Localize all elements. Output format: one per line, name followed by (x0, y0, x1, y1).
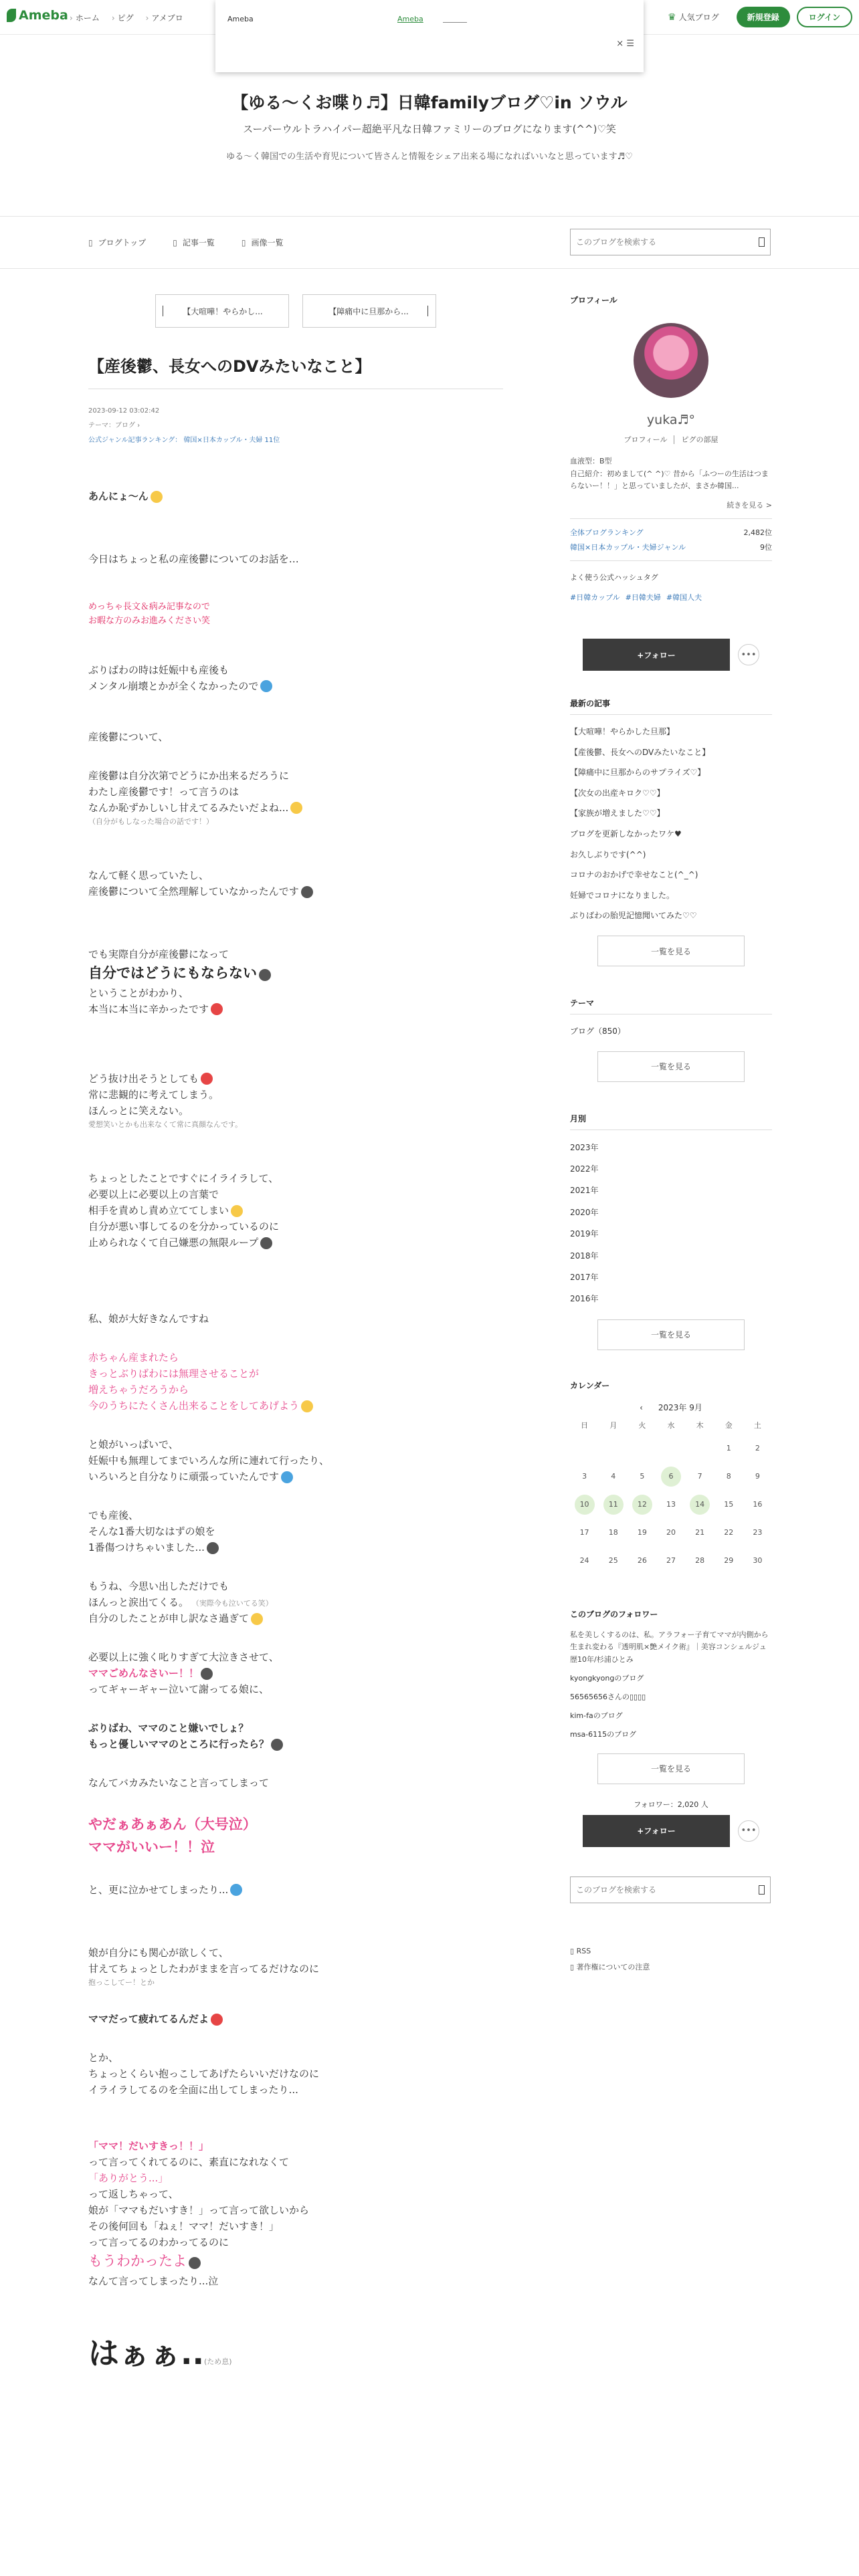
big-pink-line: もうわかったよ (88, 2253, 187, 2270)
calendar-day: 17 (579, 1527, 589, 1537)
blog-description: ゆる〜く韓国での生活や育児について皆さんと情報をシェア出来る場になればいいなと思っています♬♡ (226, 152, 633, 162)
blog-nav-links (88, 237, 284, 248)
para-line: と娘がいっぱいで、 (88, 1438, 179, 1451)
para-line: 私、娘が大好きなんですね (88, 1313, 209, 1325)
para-note: （実際今も泣いてる笑） (191, 1599, 273, 1608)
profile-links (570, 434, 772, 445)
ranking-label: 公式ジャンル記事ランキング： (88, 437, 182, 444)
genre-ranking-link[interactable]: 韓国×日本カップル・夫婦ジャンル (570, 543, 686, 552)
popular-label: 人気ブログ (678, 13, 719, 22)
para-line: いろいろと自分なりに頑張っていたんです (88, 1471, 280, 1483)
recent-entry-link[interactable]: 妊婦でコロナになりました。 (570, 890, 675, 900)
followers-list (570, 1669, 772, 1744)
ad-close-button[interactable] (616, 39, 634, 49)
recent-entry-link[interactable]: ぶりばわの胎児記憶聞いてみた♡♡ (570, 911, 697, 921)
hashtag-heading: よく使う公式ハッシュタグ (570, 573, 658, 582)
ad-popup (215, 0, 644, 72)
ameba-logo[interactable] (7, 8, 68, 23)
hashtag-link[interactable]: #日韓カップル (570, 593, 620, 603)
recent-list (570, 722, 772, 926)
blog-subtitle: スーパーウルトラハイパー超絶平凡な日韓ファミリーのブログになります(^^)♡笑 (243, 123, 616, 135)
para-line: わたし産後鬱です！って言うのは (88, 785, 240, 798)
calendar-day: 28 (695, 1555, 705, 1565)
profile-name[interactable]: yuka♬° (646, 413, 696, 427)
para-line: 必要以上に強く叱りすぎて大泣きさせて、 (88, 1651, 279, 1664)
calendar-day: 13 (666, 1499, 676, 1509)
para-line: 必要以上に必要以上の言葉で (88, 1188, 219, 1201)
follower-link[interactable]: 56565656さんの▯▯▯▯ (570, 1692, 646, 1701)
calendar-day: 8 (726, 1471, 731, 1481)
para-line: と、更に泣かせてしまったり... (88, 1883, 229, 1896)
exclaim-emoji-icon (301, 1400, 313, 1412)
greeting: あんにょ〜ん (88, 490, 149, 502)
para-line: なんか恥ずかしいし甘えてるみたいだよね... (88, 801, 289, 814)
followers-description: 私を美しくするのは、私。アラフォー子育てママが内側から生まれ変わる『透明肌×艶メイク術』｜美容コンシェルジュ歴10年/杉浦ひとみ (570, 1630, 769, 1665)
calendar-day: 18 (608, 1527, 618, 1537)
nav-pig[interactable]: › ピグ (112, 12, 134, 23)
warning-line-2: お暇な方のみお進みください笑 (88, 615, 211, 626)
year-list (570, 1137, 772, 1310)
avatar[interactable] (634, 323, 708, 398)
calendar-day: 7 (697, 1471, 702, 1481)
month-heading: 月別 (570, 1113, 772, 1130)
more-icon[interactable]: ••• (738, 1820, 759, 1842)
para-line: 止められなくて自己嫌悪の無限ループ (88, 1237, 259, 1249)
weekday: 金 (725, 1420, 733, 1430)
pink-line: 赤ちゃん産まれたら (88, 1352, 179, 1364)
nav-blog-top[interactable]: ▯ ブログトップ (88, 237, 146, 248)
account-area (668, 7, 852, 27)
para-line: イライラしてるのを全面に出してしまったり... (88, 2084, 298, 2097)
calendar-day: 27 (666, 1555, 676, 1565)
prev-icon (163, 306, 164, 316)
wave-emoji-icon (281, 1471, 293, 1483)
para-line: 1番傷つけちゃいました... (88, 1541, 205, 1554)
para-line: でも実際自分が産後鬱になって (88, 948, 229, 961)
search-icon[interactable] (759, 237, 765, 247)
rss-icon: ▯ (570, 1946, 577, 1955)
calendar-day: 20 (666, 1527, 676, 1537)
year-link[interactable]: 2023年 (570, 1142, 599, 1152)
entry-pager (88, 294, 503, 328)
profile-link[interactable]: プロフィール (624, 435, 668, 444)
smile-emoji-icon (151, 491, 163, 503)
warning-line-1: めっちゃ長文＆病み記事なので (88, 602, 210, 612)
pink-line: きっとぶりばわには無理させることが (88, 1368, 260, 1380)
para-line: なんて言ってしまったり...泣 (88, 2274, 219, 2287)
ameba-leaf-icon (7, 9, 16, 22)
para-line: 常に悲観的に考えてしまう。 (88, 1088, 219, 1101)
pink-bold-line: 「ママ！だいすきっ！！」 (88, 2140, 209, 2153)
pig-room-link[interactable]: ピグの部屋 (674, 435, 725, 444)
sad-emoji-icon (301, 886, 313, 898)
entry-theme-label: テーマ：ブログ (88, 422, 135, 429)
year-link[interactable]: 2017年 (570, 1272, 599, 1282)
calendar-day: 3 (582, 1471, 587, 1481)
skull-emoji-icon (271, 1739, 283, 1751)
weekday: 火 (638, 1420, 646, 1430)
recent-entry-link[interactable]: 【大喧嘩！やらかした旦那】 (570, 727, 675, 737)
recent-entry-link[interactable]: お久しぶりです(^^) (570, 849, 646, 859)
calendar-day: 22 (724, 1527, 734, 1537)
calendar-day: 30 (753, 1555, 763, 1565)
entry-title[interactable]: 【産後鬱、長女へのDVみたいなこと】 (88, 353, 503, 389)
recent-entry-link[interactable]: 【次女の出産キロク♡♡】 (570, 788, 665, 798)
next-entry-button[interactable] (302, 294, 436, 328)
nav-ameblo[interactable]: › アメブロ (146, 12, 183, 23)
calendar-month-label: 2023年 9月 (658, 1402, 702, 1412)
calendar-day: 5 (640, 1471, 645, 1481)
year-link[interactable]: 2021年 (570, 1186, 599, 1196)
follower-link[interactable]: kim-faのブログ (570, 1711, 623, 1720)
calendar-day-with-entry[interactable]: 10 (575, 1495, 595, 1515)
theme-heading: テーマ (570, 997, 772, 1014)
para-line: ちょっとくらい抱っこしてあげたらいいだけなのに (88, 2068, 320, 2080)
para-line: 自分が悪い事してるのを分かっているのに (88, 1220, 280, 1233)
bold-line: ぶりばわ、ママのこと嫌いでしょ？ (88, 1722, 249, 1735)
crown-icon: ♛ (668, 11, 676, 23)
weekday: 土 (753, 1420, 761, 1430)
prev-entry-button[interactable] (155, 294, 289, 328)
ranking-genre-link[interactable]: 韓国×日本カップル・夫婦 (183, 437, 263, 444)
overall-ranking-link[interactable]: 全体ブログランキング (570, 528, 644, 538)
blog-header (0, 72, 859, 217)
lightning-emoji-icon (251, 1613, 263, 1625)
follow-button[interactable]: +フォロー (583, 639, 730, 671)
cry-emoji-icon (201, 1668, 213, 1680)
big-pink-line: やだぁあぁあん（大号泣） (88, 1816, 257, 1833)
entry-ranking (88, 433, 503, 448)
year-link[interactable]: 2018年 (570, 1251, 599, 1261)
para-line: って言ってるのわかってるのに (88, 2236, 229, 2249)
para-line: 産後鬱について全然理解していなかったんです (88, 885, 299, 898)
register-button[interactable]: 新規登録 (737, 7, 790, 27)
face-emoji-icon (189, 2257, 201, 2269)
weekday: 木 (696, 1420, 704, 1430)
bold-line: もっと優しいママのところに行ったら？ (88, 1738, 270, 1751)
pink-line: 「ありがとう...」 (88, 2172, 169, 2185)
pink-line: 今のうちにたくさん出来ることをしてあげよう (88, 1400, 300, 1412)
calendar-day: 2 (755, 1443, 760, 1453)
calendar-day: 19 (637, 1527, 647, 1537)
weekday: 水 (667, 1420, 675, 1430)
para-line: どう抜け出そうとしても (88, 1072, 199, 1085)
para-line: 産後鬱について、 (88, 730, 169, 743)
info-icon: ▯ (570, 1963, 577, 1972)
year-link[interactable]: 2019年 (570, 1229, 599, 1239)
follower-count: フォロワー：2,020 人 (634, 1800, 708, 1809)
para-line: って言ってくれてるのに、素直になれなくて (88, 2156, 290, 2169)
genre-ranking-value: 9位 (760, 543, 772, 552)
recent-entry-link[interactable]: ブログを更新しなかったワケ♥ (570, 829, 682, 839)
para-line: その後何回も「ねぇ！ママ！だいすき！」 (88, 2220, 280, 2233)
recent-entry-link[interactable]: 【障痛中に旦那からのサプライズ♡】 (570, 768, 706, 778)
drop-emoji-icon (230, 1884, 242, 1896)
weekday: 月 (609, 1420, 617, 1430)
hashtag-link[interactable]: #日韓夫婦 (625, 593, 661, 603)
bomb-emoji-icon (207, 1542, 219, 1554)
overall-ranking-value: 2,482位 (743, 528, 772, 538)
recent-entry-link[interactable]: 【家族が増えました♡♡】 (570, 809, 665, 819)
blog-nav (0, 217, 859, 269)
para-line: ってギャーギャー泣いて謝ってる娘に、 (88, 1683, 270, 1696)
main-column (88, 269, 503, 2401)
para-line: ちょっとしたことですぐにイライラして、 (88, 1172, 279, 1185)
blog-search (570, 229, 771, 255)
global-nav (70, 12, 183, 23)
calendar-day: 25 (608, 1555, 618, 1565)
bold-line: ママだって疲れてるんだよ (88, 2013, 209, 2026)
year-link[interactable]: 2020年 (570, 1207, 599, 1217)
recent-entry-link[interactable]: コロナのおかげで幸せなこと(^_^) (570, 870, 698, 880)
ad-divider (443, 22, 467, 23)
blog-title[interactable]: 【ゆる〜くお喋り♬】日韓familyブログ♡in ソウル (231, 93, 628, 112)
big-pink-line: ママがいいー！！泣 (88, 1838, 215, 1855)
para-line: 産後鬱は自分次第でどうにか出来るだろうに (88, 769, 290, 782)
bomb-emoji-icon (259, 969, 271, 981)
rss-link[interactable] (570, 1943, 772, 1959)
anger-emoji-icon (211, 2014, 223, 2026)
para-line: ぶりばわの時は妊娠中も産後も (88, 663, 229, 676)
para-line: 相手を責めし責め立ててしまい (88, 1204, 229, 1217)
pink-line: 増えちゃうだろうから (88, 1384, 189, 1396)
ad-link[interactable]: Ameba (397, 15, 423, 23)
profile-heading: プロフィール (570, 296, 617, 305)
para-line: って返しちゃって、 (88, 2188, 179, 2201)
calendar-day: 26 (637, 1555, 647, 1565)
calendar-day: 16 (753, 1499, 763, 1509)
sidebar-footer (570, 1943, 772, 1975)
sigh-text: はぁぁ.. (88, 2335, 204, 2371)
para-line: 娘が自分にも関心が欲しくて、 (88, 1946, 229, 1959)
calendar-day-with-entry[interactable]: 14 (690, 1495, 710, 1515)
para-line: ということがわかり、 (88, 986, 189, 999)
hashtag-link[interactable]: #韓国人夫 (666, 593, 702, 603)
theme-see-all-button[interactable]: 一覧を見る (597, 1051, 745, 1082)
followers-heading: このブログのフォロワー (570, 1609, 658, 1619)
popular-blogs-link[interactable] (668, 11, 719, 23)
rss-label: RSS (576, 1946, 591, 1955)
recent-see-all-button[interactable]: 一覧を見る (597, 936, 745, 966)
prev-month-icon[interactable]: ‹ (640, 1402, 643, 1412)
calendar-day-with-entry[interactable]: 11 (603, 1495, 624, 1515)
menu-icon: ☰ (626, 39, 634, 49)
calendar-grid (570, 1420, 772, 1571)
follower-link[interactable]: kyongkyongのブログ (570, 1673, 644, 1683)
year-link[interactable]: 2022年 (570, 1164, 599, 1174)
follow-row (570, 639, 772, 671)
calendar-day: 23 (753, 1527, 763, 1537)
calendar-day-with-entry[interactable]: 12 (632, 1495, 652, 1515)
sidebar-search-input[interactable] (576, 1878, 750, 1902)
follower-link[interactable]: msa-6115のブログ (570, 1729, 637, 1739)
calendar-day: 24 (579, 1555, 589, 1565)
entry-body (88, 488, 503, 2378)
calendar-month (570, 1402, 772, 1413)
weekday: 日 (581, 1420, 589, 1430)
hashtag-list (570, 592, 772, 603)
calendar-day: 21 (695, 1527, 705, 1537)
next-entry-label: 【障痛中に旦那から... (328, 306, 409, 316)
para-note: 抱っこしてー！とか (88, 1977, 155, 1987)
para-line: 本当に本当に辛かったです (88, 1002, 209, 1015)
para-line: 自分のしたことが申し訳なさ過ぎて (88, 1612, 250, 1625)
calendar-day: 29 (724, 1555, 734, 1565)
lightning-emoji-icon (231, 1205, 243, 1217)
cry-emoji-icon (211, 1003, 223, 1015)
nav-entry-list[interactable]: ▯ 記事一覧 (173, 237, 215, 248)
nav-home[interactable]: › ホーム (70, 12, 100, 23)
recent-heading: 最新の記事 (570, 697, 772, 715)
wave-emoji-icon (260, 680, 272, 692)
sidebar (570, 269, 772, 1975)
calendar-day-with-entry[interactable]: 6 (661, 1467, 681, 1487)
entry-meta (88, 404, 503, 448)
para-line: なんて軽く思っていたし、 (88, 869, 209, 882)
follow-row-bottom (570, 1815, 772, 1847)
sigh-note: (ため息) (203, 2357, 232, 2366)
more-icon[interactable]: ••• (738, 644, 759, 665)
para-line: なんてバカみたいなこと言ってしまって (88, 1777, 270, 1790)
para-line: でも産後、 (88, 1509, 139, 1522)
calendar-day: 4 (611, 1471, 616, 1481)
para-line: 娘が「ママもだいすき！」って言って欲しいから (88, 2204, 310, 2217)
para-line: ほんっとに笑えない。 (88, 1104, 189, 1117)
pink-bold-line: ママごめんなさいー！！ (88, 1667, 199, 1680)
target-emoji-icon (201, 1073, 213, 1085)
para-note: 愛想笑いとかも出来なくて常に真顔なんです。 (88, 1119, 243, 1129)
copyright-link[interactable] (570, 1959, 772, 1975)
nav-image-list[interactable]: ▯ 画像一覧 (242, 237, 284, 248)
ranking-box (570, 527, 772, 561)
calendar-day: 9 (755, 1471, 760, 1481)
para-line: そんな1番大切なはずの娘を (88, 1525, 215, 1538)
follow-button[interactable]: +フォロー (583, 1815, 730, 1847)
prev-entry-label: 【大喧嘩！やらかし... (183, 306, 263, 316)
entry-theme[interactable]: テーマ：ブログ › (88, 422, 140, 429)
logo-text: Ameba (19, 8, 68, 23)
month-see-all-button[interactable]: 一覧を見る (597, 1319, 745, 1350)
para-line: 甘えてちょっとしたわがままを言ってるだけなのに (88, 1962, 320, 1975)
copyright-label: 著作権についての注意 (576, 1963, 650, 1972)
para-line: とか、 (88, 2052, 119, 2064)
read-more-link[interactable]: 続きを見る > (570, 500, 772, 519)
intro-text: 今日はちょっと私の産後鬱についてのお話を… (88, 553, 299, 565)
next-icon (427, 306, 429, 316)
sweat-emoji-icon (290, 802, 302, 814)
recent-entry-link[interactable]: 【産後鬱、長女へのDVみたいなこと】 (570, 747, 710, 757)
profile-text: 血液型：B型 自己紹介：初めまして(^ ^)♡ 昔から「ふつーの生活はつまらないー！！」と思っていましたが、まさか韓国... (570, 457, 769, 491)
login-button[interactable]: ログイン (797, 7, 852, 27)
theme-link[interactable]: ブログ（850） (570, 1027, 626, 1036)
ad-brand: Ameba (227, 15, 254, 23)
followers-see-all-button[interactable]: 一覧を見る (597, 1753, 745, 1784)
para-line: メンタル崩壊とかが全くなかったので (88, 679, 259, 692)
para-line: 妊娠中も無理してまでいろんな所に連れて行ったり、 (88, 1455, 330, 1467)
search-icon[interactable] (759, 1885, 765, 1895)
emphasis-text: 自分ではどうにもならない (88, 965, 257, 982)
blog-search-input[interactable] (576, 230, 750, 254)
year-link[interactable]: 2016年 (570, 1294, 599, 1304)
calendar-day: 15 (724, 1499, 734, 1509)
close-icon: × (616, 39, 624, 49)
para-note: （自分がもしなった場合の話です！） (88, 817, 213, 826)
para-line: ほんっと涙出てくる。 (88, 1596, 189, 1609)
calendar-day: 1 (726, 1443, 731, 1453)
sidebar-search (570, 1876, 771, 1903)
calendar-heading: カレンダー (570, 1380, 610, 1390)
entry-date: 2023-09-12 03:02:42 (88, 407, 160, 415)
face-emoji-icon (260, 1237, 272, 1249)
para-line: もうね、今思い出しただけでも (88, 1580, 229, 1593)
ranking-rank: 11位 (264, 437, 280, 444)
